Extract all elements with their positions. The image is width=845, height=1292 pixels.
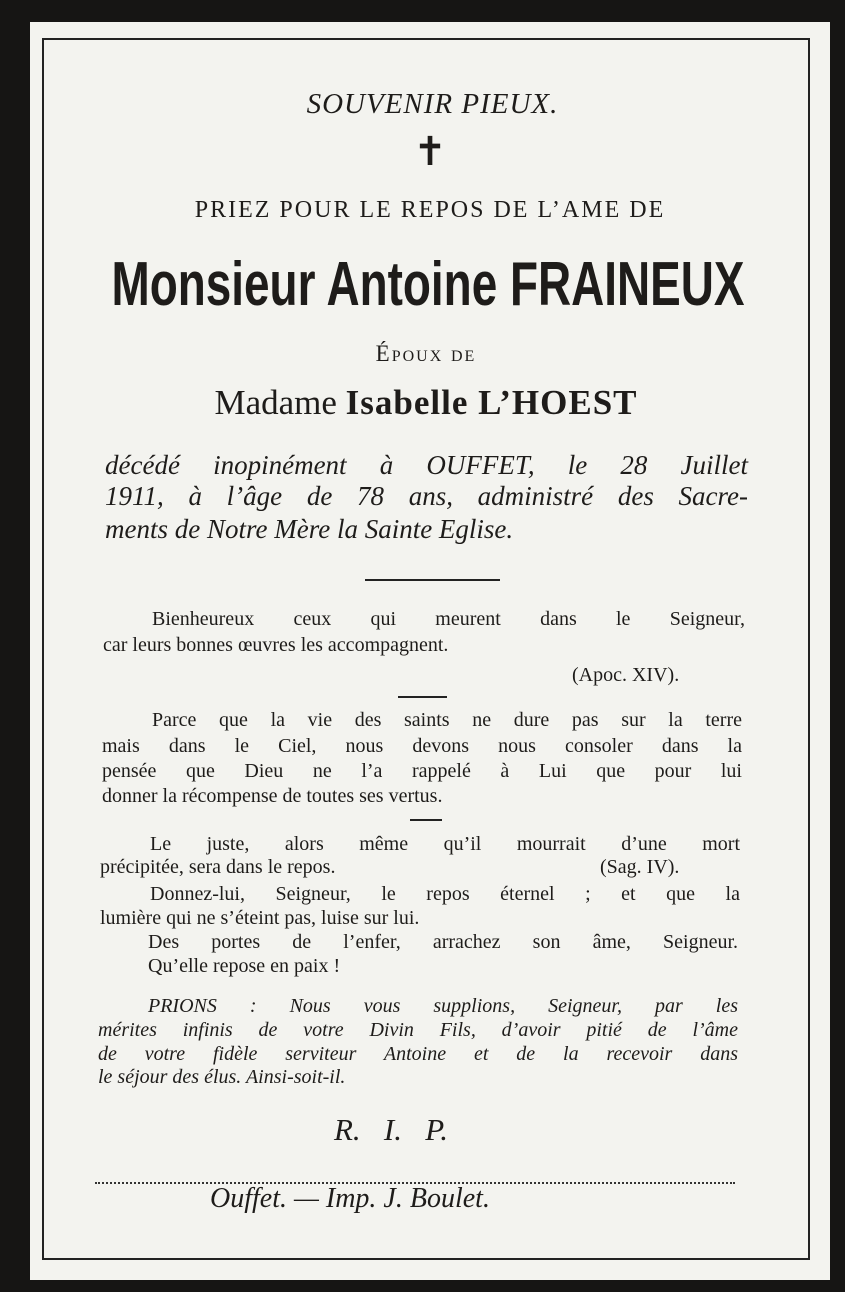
- death-notice-line: 1911, à l’âge de 78 ans, administré des Sacre-: [105, 481, 748, 511]
- souvenir-heading: SOUVENIR PIEUX.: [306, 88, 559, 120]
- death-notice-line: décédé inopinément à OUFFET, le 28 Juillet: [105, 450, 748, 480]
- verse-line: Donnez-lui, Seigneur, le repos éternel ; et que la: [150, 883, 740, 905]
- verse-line: Bienheureux ceux qui meurent dans le Seigneur,: [152, 608, 745, 630]
- priez-heading: PRIEZ POUR LE REPOS DE L’AME DE: [194, 197, 666, 223]
- epoux-label: Époux de: [375, 341, 477, 366]
- prayer-line: le séjour des élus. Ainsi-soit-il.: [98, 1066, 346, 1088]
- verse-line: lumière qui ne s’éteint pas, luise sur lui.: [100, 907, 420, 929]
- verse-line: Qu’elle repose en paix !: [148, 955, 341, 977]
- deceased-name: Monsieur Antoine FRAINEUX: [111, 250, 745, 319]
- verse-line: mais dans le Ciel, nous devons nous consoler dans la: [102, 735, 742, 757]
- spouse-line: [0, 385, 845, 420]
- divider: [365, 579, 500, 581]
- prayer-line: mérites infinis de votre Divin Fils, d’avoir pitié de l’âme: [98, 1019, 738, 1041]
- verse-line: pensée que Dieu ne l’a rappelé à Lui que pour lui: [102, 760, 742, 782]
- spouse-name: Isabelle L’HOEST: [345, 383, 638, 422]
- death-notice-line: ments de Notre Mère la Sainte Eglise.: [105, 514, 514, 544]
- verse-line: Le juste, alors même qu’il mourrait d’une mort: [150, 833, 740, 855]
- divider: [410, 819, 442, 821]
- verse-reference: (Sag. IV).: [600, 856, 680, 878]
- prayer-line: de votre fidèle serviteur Antoine et de la recevoir dans: [98, 1043, 738, 1065]
- divider: [398, 696, 447, 698]
- verse-line: Des portes de l’enfer, arrachez son âme, Seigneur.: [148, 931, 738, 953]
- verse-line: donner la récompense de toutes ses vertus.: [102, 785, 443, 807]
- spouse-prefix: Madame: [214, 383, 337, 422]
- printer-credit: Ouffet. — Imp. J. Boulet.: [210, 1183, 490, 1214]
- verse-reference: (Apoc. XIV).: [572, 664, 680, 686]
- verse-line: car leurs bonnes œuvres les accompagnent.: [103, 634, 449, 656]
- verse-line: Parce que la vie des saints ne dure pas sur la terre: [152, 709, 742, 731]
- verse-line: précipitée, sera dans le repos.: [100, 856, 336, 878]
- cross-icon: ✝: [413, 129, 447, 174]
- prayer-line: PRIONS : Nous vous supplions, Seigneur, par les: [148, 995, 738, 1017]
- rip-text: R. I. P.: [334, 1112, 448, 1147]
